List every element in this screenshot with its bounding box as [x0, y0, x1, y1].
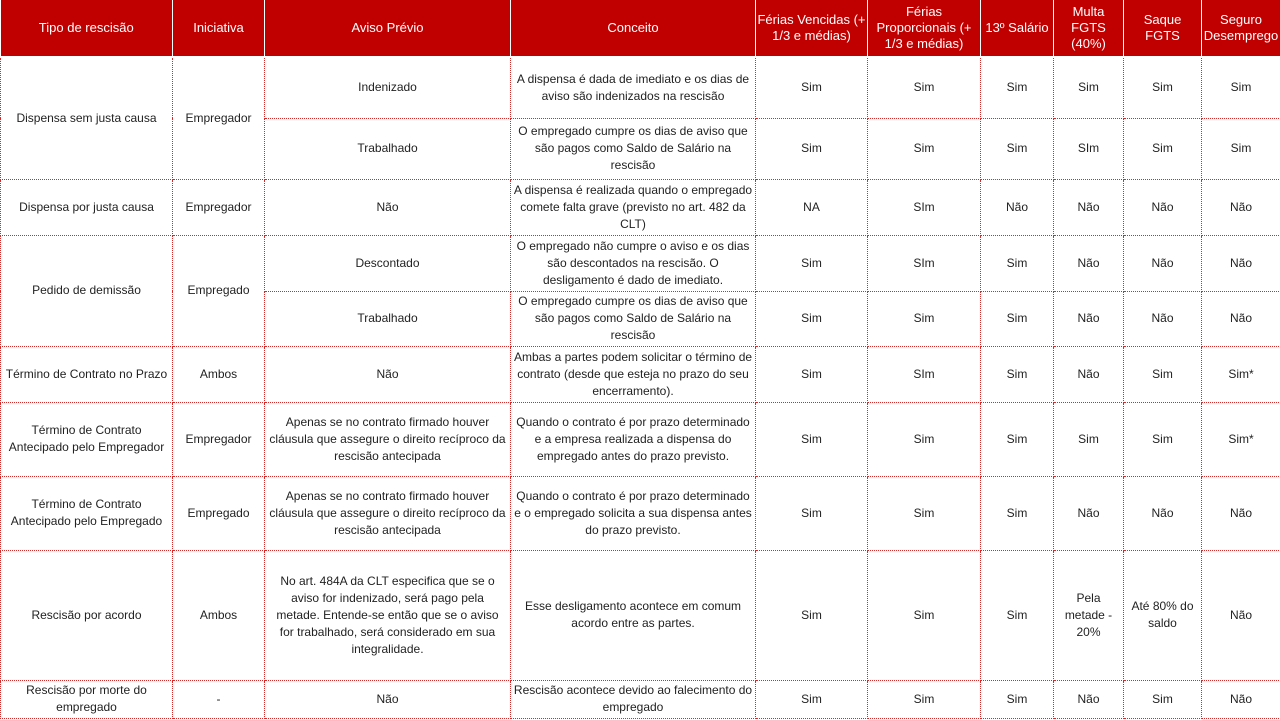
cell-ferias-proporcionais: Sim: [868, 57, 981, 118]
cell-ferias-proporcionais: Sim: [868, 291, 981, 346]
cell-tipo: Rescisão por acordo: [1, 550, 173, 680]
cell-13-salario: Sim: [981, 57, 1054, 118]
cell-multa-fgts: Não: [1054, 291, 1124, 346]
cell-multa-fgts: Sim: [1054, 402, 1124, 476]
header-saque-fgts: Saque FGTS: [1124, 0, 1202, 57]
cell-iniciativa: Ambos: [173, 550, 265, 680]
header-iniciativa: Iniciativa: [173, 0, 265, 57]
table-row: [1, 476, 1280, 550]
cell-iniciativa: Ambos: [173, 346, 265, 402]
cell-seguro-desemprego: Sim*: [1202, 346, 1280, 402]
cell-multa-fgts: Sim: [1054, 57, 1124, 118]
cell-iniciativa: Empregador: [173, 402, 265, 476]
cell-13-salario: Sim: [981, 291, 1054, 346]
table-row: [1, 346, 1280, 402]
cell-saque-fgts: Sim: [1124, 118, 1202, 179]
cell-saque-fgts: Não: [1124, 476, 1202, 550]
header-ferias-vencidas: Férias Vencidas (+ 1/3 e médias): [756, 0, 868, 57]
cell-conceito: O empregado cumpre os dias de aviso que são pagos como Saldo de Salário na rescisão: [511, 291, 756, 346]
cell-conceito: O empregado não cumpre o aviso e os dias são descontados na rescisão. O desligamento é dado de imediato.: [511, 235, 756, 291]
cell-ferias-proporcionais: Sim: [868, 118, 981, 179]
cell-aviso: Não: [265, 179, 511, 235]
cell-aviso: Apenas se no contrato firmado houver cláusula que assegure o direito recíproco da rescisão antecipada: [265, 476, 511, 550]
cell-ferias-vencidas: Sim: [756, 57, 868, 118]
table-row: [1, 57, 1280, 118]
cell-conceito: A dispensa é dada de imediato e os dias de aviso são indenizados na rescisão: [511, 57, 756, 118]
cell-ferias-proporcionais: SIm: [868, 235, 981, 291]
cell-seguro-desemprego: Não: [1202, 179, 1280, 235]
cell-tipo: Rescisão por morte do empregado: [1, 680, 173, 718]
cell-seguro-desemprego: Não: [1202, 291, 1280, 346]
cell-multa-fgts: Não: [1054, 179, 1124, 235]
cell-13-salario: Sim: [981, 680, 1054, 718]
cell-13-salario: Sim: [981, 476, 1054, 550]
cell-iniciativa: Empregado: [173, 476, 265, 550]
header-ferias-proporcionais: Férias Proporcionais (+ 1/3 e médias): [868, 0, 981, 57]
table-row: [1, 179, 1280, 235]
cell-seguro-desemprego: Não: [1202, 235, 1280, 291]
cell-aviso: Descontado: [265, 235, 511, 291]
cell-13-salario: Sim: [981, 550, 1054, 680]
cell-multa-fgts: SIm: [1054, 118, 1124, 179]
cell-conceito: Quando o contrato é por prazo determinado e o empregado solicita a sua dispensa antes do prazo previsto.: [511, 476, 756, 550]
cell-13-salario: Sim: [981, 346, 1054, 402]
cell-ferias-vencidas: Sim: [756, 346, 868, 402]
cell-ferias-proporcionais: SIm: [868, 179, 981, 235]
table-row: [1, 550, 1280, 680]
cell-saque-fgts: Sim: [1124, 680, 1202, 718]
cell-tipo: Término de Contrato Antecipado pelo Empregador: [1, 402, 173, 476]
cell-aviso: Não: [265, 346, 511, 402]
header-13-salario: 13º Salário: [981, 0, 1054, 57]
cell-saque-fgts: Sim: [1124, 346, 1202, 402]
cell-multa-fgts: Não: [1054, 235, 1124, 291]
cell-aviso: Trabalhado: [265, 291, 511, 346]
table-row: [1, 235, 1280, 291]
cell-ferias-proporcionais: SIm: [868, 346, 981, 402]
cell-multa-fgts: Não: [1054, 680, 1124, 718]
cell-seguro-desemprego: Não: [1202, 476, 1280, 550]
table-row: [1, 402, 1280, 476]
cell-saque-fgts: Até 80% do saldo: [1124, 550, 1202, 680]
cell-conceito: Quando o contrato é por prazo determinado e a empresa realizada a dispensa do empregado antes do prazo previsto.: [511, 402, 756, 476]
header-tipo: Tipo de rescisão: [1, 0, 173, 57]
cell-iniciativa: Empregador: [173, 179, 265, 235]
cell-saque-fgts: Não: [1124, 179, 1202, 235]
cell-ferias-vencidas: Sim: [756, 476, 868, 550]
cell-seguro-desemprego: Não: [1202, 550, 1280, 680]
cell-aviso: Trabalhado: [265, 118, 511, 179]
cell-aviso: No art. 484A da CLT especifica que se o aviso for indenizado, será pago pela metade. Entende-se então que se o aviso for trabalhado, será considerado em sua integralidade.: [265, 550, 511, 680]
cell-tipo: Término de Contrato no Prazo: [1, 346, 173, 402]
cell-saque-fgts: Não: [1124, 235, 1202, 291]
cell-aviso: Apenas se no contrato firmado houver cláusula que assegure o direito recíproco da rescisão antecipada: [265, 402, 511, 476]
cell-13-salario: Sim: [981, 118, 1054, 179]
cell-saque-fgts: Sim: [1124, 57, 1202, 118]
header-aviso: Aviso Prévio: [265, 0, 511, 57]
cell-ferias-vencidas: Sim: [756, 235, 868, 291]
cell-tipo: Término de Contrato Antecipado pelo Empregado: [1, 476, 173, 550]
cell-iniciativa: Empregado: [173, 235, 265, 346]
table-row: [1, 680, 1280, 718]
cell-ferias-proporcionais: Sim: [868, 476, 981, 550]
cell-ferias-vencidas: Sim: [756, 118, 868, 179]
header-seguro-desemprego: Seguro Desemprego: [1202, 0, 1280, 57]
cell-ferias-proporcionais: Sim: [868, 680, 981, 718]
cell-conceito: Ambas a partes podem solicitar o término de contrato (desde que esteja no prazo do seu encerramento).: [511, 346, 756, 402]
cell-conceito: A dispensa é realizada quando o empregado comete falta grave (previsto no art. 482 da CLT): [511, 179, 756, 235]
cell-ferias-vencidas: Sim: [756, 550, 868, 680]
cell-seguro-desemprego: Não: [1202, 680, 1280, 718]
cell-ferias-vencidas: Sim: [756, 291, 868, 346]
header-multa-fgts: Multa FGTS (40%): [1054, 0, 1124, 57]
cell-13-salario: Sim: [981, 235, 1054, 291]
cell-seguro-desemprego: Sim: [1202, 118, 1280, 179]
header-row: [1, 0, 1280, 57]
cell-ferias-vencidas: Sim: [756, 402, 868, 476]
cell-conceito: Rescisão acontece devido ao falecimento do empregado: [511, 680, 756, 718]
cell-aviso: Não: [265, 680, 511, 718]
cell-saque-fgts: Sim: [1124, 402, 1202, 476]
cell-conceito: Esse desligamento acontece em comum acordo entre as partes.: [511, 550, 756, 680]
cell-seguro-desemprego: Sim: [1202, 57, 1280, 118]
cell-multa-fgts: Não: [1054, 346, 1124, 402]
cell-multa-fgts: Não: [1054, 476, 1124, 550]
cell-ferias-proporcionais: Sim: [868, 550, 981, 680]
cell-aviso: Indenizado: [265, 57, 511, 118]
cell-iniciativa: -: [173, 680, 265, 718]
cell-13-salario: Sim: [981, 402, 1054, 476]
cell-tipo: Dispensa por justa causa: [1, 179, 173, 235]
cell-ferias-vencidas: NA: [756, 179, 868, 235]
cell-iniciativa: Empregador: [173, 57, 265, 179]
cell-saque-fgts: Não: [1124, 291, 1202, 346]
header-conceito: Conceito: [511, 0, 756, 57]
cell-ferias-proporcionais: Sim: [868, 402, 981, 476]
cell-tipo: Dispensa sem justa causa: [1, 57, 173, 179]
cell-13-salario: Não: [981, 179, 1054, 235]
cell-conceito: O empregado cumpre os dias de aviso que são pagos como Saldo de Salário na rescisão: [511, 118, 756, 179]
cell-tipo: Pedido de demissão: [1, 235, 173, 346]
cell-seguro-desemprego: Sim*: [1202, 402, 1280, 476]
cell-multa-fgts: Pela metade - 20%: [1054, 550, 1124, 680]
cell-ferias-vencidas: Sim: [756, 680, 868, 718]
